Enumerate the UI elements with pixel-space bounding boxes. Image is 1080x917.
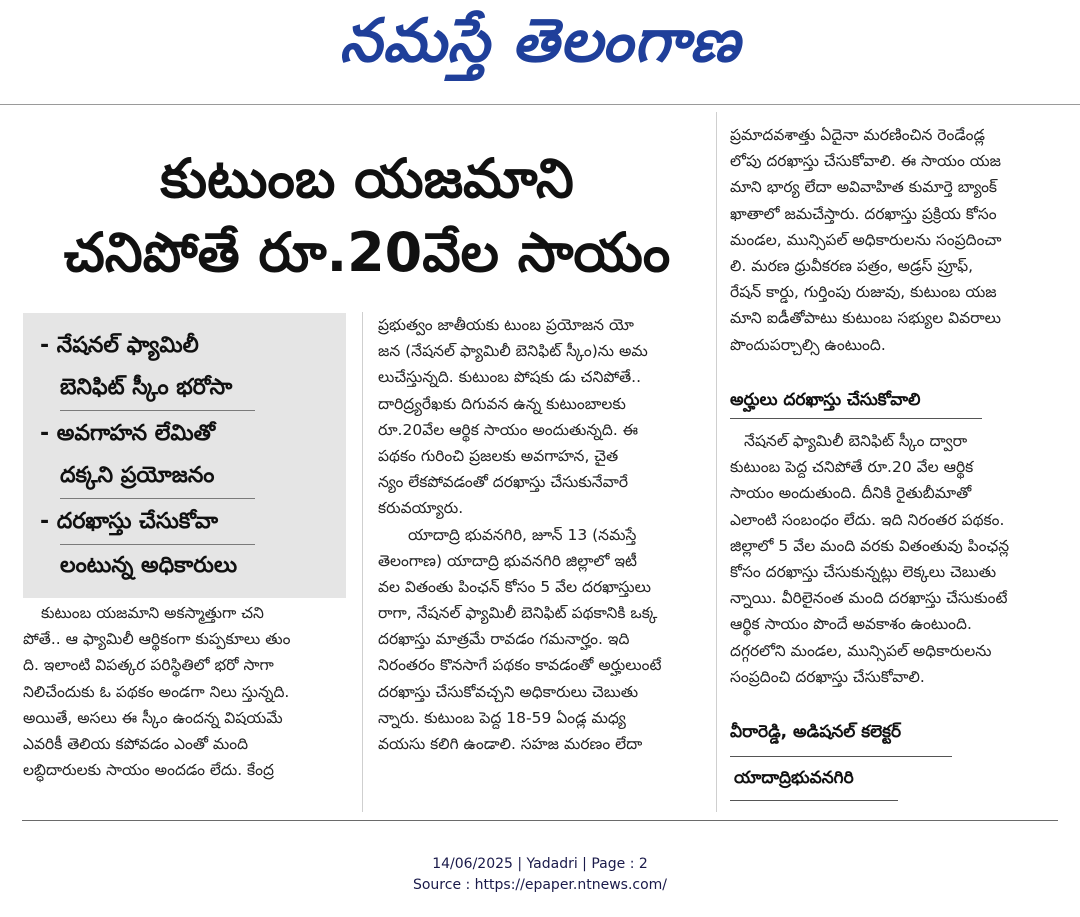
byline-place: యాదాద్రిభువనగిరి	[734, 768, 854, 788]
body-line: నిరంతరం కొనసాగే పథకం కావడంతో అర్హులుంటే	[378, 656, 662, 675]
body-line: కుటుంబ పెద్ద చనిపోతే రూ.20 వేల ఆర్థిక	[730, 458, 974, 477]
body-line: దారిద్ర్యరేఖకు దిగువన ఉన్న కుటుంబాలకు	[378, 394, 626, 413]
highlight-line: - నేషనల్ ఫ్యామిలీ	[40, 333, 199, 358]
body-line: న్నారు. కుటుంబ పెద్ద 18-59 ఏండ్ల మధ్య	[378, 708, 626, 727]
highlight-line: - అవగాహన లేమితో	[40, 421, 216, 446]
body-line: మాని ఐడీతోపాటు కుటుంబ సభ్యుల వివరాలు	[730, 309, 1002, 328]
footer-date-line: 14/06/2025 | Yadadri | Page : 2	[432, 856, 648, 872]
body-line: రాగా, నేషనల్ ఫ్యామిలీ బెనిఫిట్ పథకానికి ఒక్క	[378, 604, 658, 623]
highlight-line: బెనిఫిట్ స్కీం భరోసా	[60, 375, 233, 400]
body-line: కుటుంబ యజమాని అకస్మాత్తుగా చని	[41, 604, 264, 622]
highlight-line: లంటున్న అధికారులు	[60, 553, 238, 578]
masthead-rule	[0, 104, 1080, 105]
body-line: కరువయ్యారు.	[378, 499, 464, 518]
body-line: నిలిచేందుకు ఓ పథకం అండగా నిలు స్తున్నది.	[23, 682, 290, 701]
body-line: సాయం అందుతుంది. దీనికి రైతుబీమాతో	[730, 484, 972, 503]
masthead	[0, 0, 1080, 100]
body-line: మాని భార్య లేదా అవివాహిత కుమార్తె బ్యాంక్	[730, 178, 998, 197]
body-line: పోతే.. ఆ ఫ్యామిలీ ఆర్థికంగా కుప్పకూలు తుం	[23, 630, 291, 649]
body-line: మండల, మున్సిపల్ అధికారులను సంప్రదించా	[730, 230, 1002, 249]
headline-line-2: చనిపోతే రూ.20వేల సాయం	[63, 221, 671, 284]
dateline: యాదాద్రి భువనగిరి, జూన్ 13 (నమస్తే	[408, 525, 637, 544]
body-line: లబ్ధిదారులకు సాయం అందడం లేదు. కేంద్ర	[23, 761, 274, 780]
byline-rule	[730, 800, 898, 801]
body-line: పొందుపర్చాల్సి ఉంటుంది.	[730, 335, 886, 354]
body-line: అయితే, అసలు ఈ స్కీం ఉందన్న విషయమే	[23, 708, 283, 727]
column-divider	[362, 312, 363, 812]
body-line: రూ.20వేల ఆర్థిక సాయం అందుతున్నది. ఈ	[378, 420, 639, 439]
body-line: ఎలాంటి సంబంధం లేదు. ఇది నిరంతర పథకం.	[730, 510, 1005, 529]
body-line: దరఖాస్తు చేసుకోవచ్చని అధికారులు చెబుతు	[378, 682, 639, 701]
body-line: న్నాయి. వీరిలైనంత మంది దరఖాస్తు చేసుకుంటే	[730, 589, 1008, 608]
article-body-middle	[378, 312, 703, 757]
body-line: దగ్గరలోని మండల, మున్సిపల్ అధికారులను	[730, 641, 992, 660]
page-bottom-rule	[22, 820, 1058, 821]
body-line: లోపు దరఖాస్తు చేసుకోవాలి. ఈ సాయం యజ	[730, 152, 1002, 171]
body-line: ఎవరికీ తెలియ కపోవడం ఎంతో మంది	[23, 734, 249, 753]
body-line: నేషనల్ ఫ్యామిలీ బెనిఫిట్ స్కీం ద్వారా	[744, 432, 968, 450]
highlight-divider	[60, 544, 255, 545]
highlights-box	[23, 313, 346, 598]
body-line: లుచేస్తున్నది. కుటుంబ పోషకు డు చనిపోతే..	[378, 368, 642, 387]
body-line: జిల్లాలో 5 వేల మంది వరకు వితంతువు పింఛన్ల	[730, 536, 1010, 555]
body-line: తెలంగాణ) యాదాద్రి భువనగిరి జిల్లాలో ఇటీ	[378, 551, 637, 570]
body-line: వయసు కలిగి ఉండాలి. సహజ మరణం లేదా	[378, 735, 643, 753]
body-line: న్యం లేకపోవడంతో దరఖాస్తు చేసుకునేవారే	[378, 473, 629, 492]
body-line: వల వితంతు పింఛన్ కోసం 5 వేల దరఖాస్తులు	[378, 577, 651, 596]
footer-source-link[interactable]: Source : https://epaper.ntnews.com/	[412, 877, 668, 893]
article-body-right-top	[730, 122, 1060, 358]
column-divider	[716, 112, 717, 812]
body-line: దరఖాస్తు మాత్రమే రావడం గమనార్హం. ఇది	[378, 630, 630, 649]
subheading: అర్హులు దరఖాస్తు చేసుకోవాలి	[730, 390, 921, 410]
body-line: లి. మరణ ధ్రువీకరణ పత్రం, అడ్రస్ ప్రూఫ్,	[730, 256, 974, 275]
body-line: కోసం దరఖాస్తు చేసుకున్నట్లు లెక్కలు చెబుతు	[730, 562, 997, 581]
highlight-divider	[60, 410, 255, 411]
body-line: ప్రభుత్వం జాతీయకు టుంబ ప్రయోజన యో	[378, 316, 634, 334]
body-line: ది. ఇలాంటి విపత్కర పరిస్థితిలో భరో సాగా	[23, 656, 274, 675]
body-line: ఆర్థిక సాయం పొందే అవకాశం ఉంటుంది.	[730, 615, 972, 634]
highlight-divider	[60, 498, 255, 499]
highlight-line: దక్కని ప్రయోజనం	[60, 463, 215, 488]
article-body-left	[23, 600, 353, 783]
byline-rule	[730, 756, 952, 757]
newspaper-logo: నమస్తే తెలంగాణ	[339, 6, 741, 76]
body-line: ప్రమాదవశాత్తు ఏదైనా మరణించిన రెండేండ్ల	[730, 126, 985, 144]
highlight-line: - దరఖాస్తు చేసుకోవా	[40, 509, 219, 534]
subheading-underline	[730, 418, 982, 419]
body-line: పథకం గురించి ప్రజలకు అవగాహన, చైత	[378, 446, 619, 465]
body-line: సంప్రదించి దరఖాస్తు చేసుకోవాలి.	[730, 667, 925, 686]
body-line: రేషన్ కార్డు, గుర్తింపు రుజువు, కుటుంబ యజ	[730, 283, 997, 302]
article-body-right-bottom	[730, 428, 1060, 690]
byline-name: వీరారెడ్డి, అడిషనల్ కలెక్టర్	[730, 722, 902, 742]
body-line: ఖాతాలో జమచేస్తారు. దరఖాస్తు ప్రక్రియ కోసం	[730, 204, 997, 223]
body-line: జన (నేషనల్ ఫ్యామిలీ బెనిఫిట్ స్కీం)ను అమ	[378, 342, 648, 361]
headline-line-1: కుటుంబ యజమాని	[160, 147, 574, 210]
